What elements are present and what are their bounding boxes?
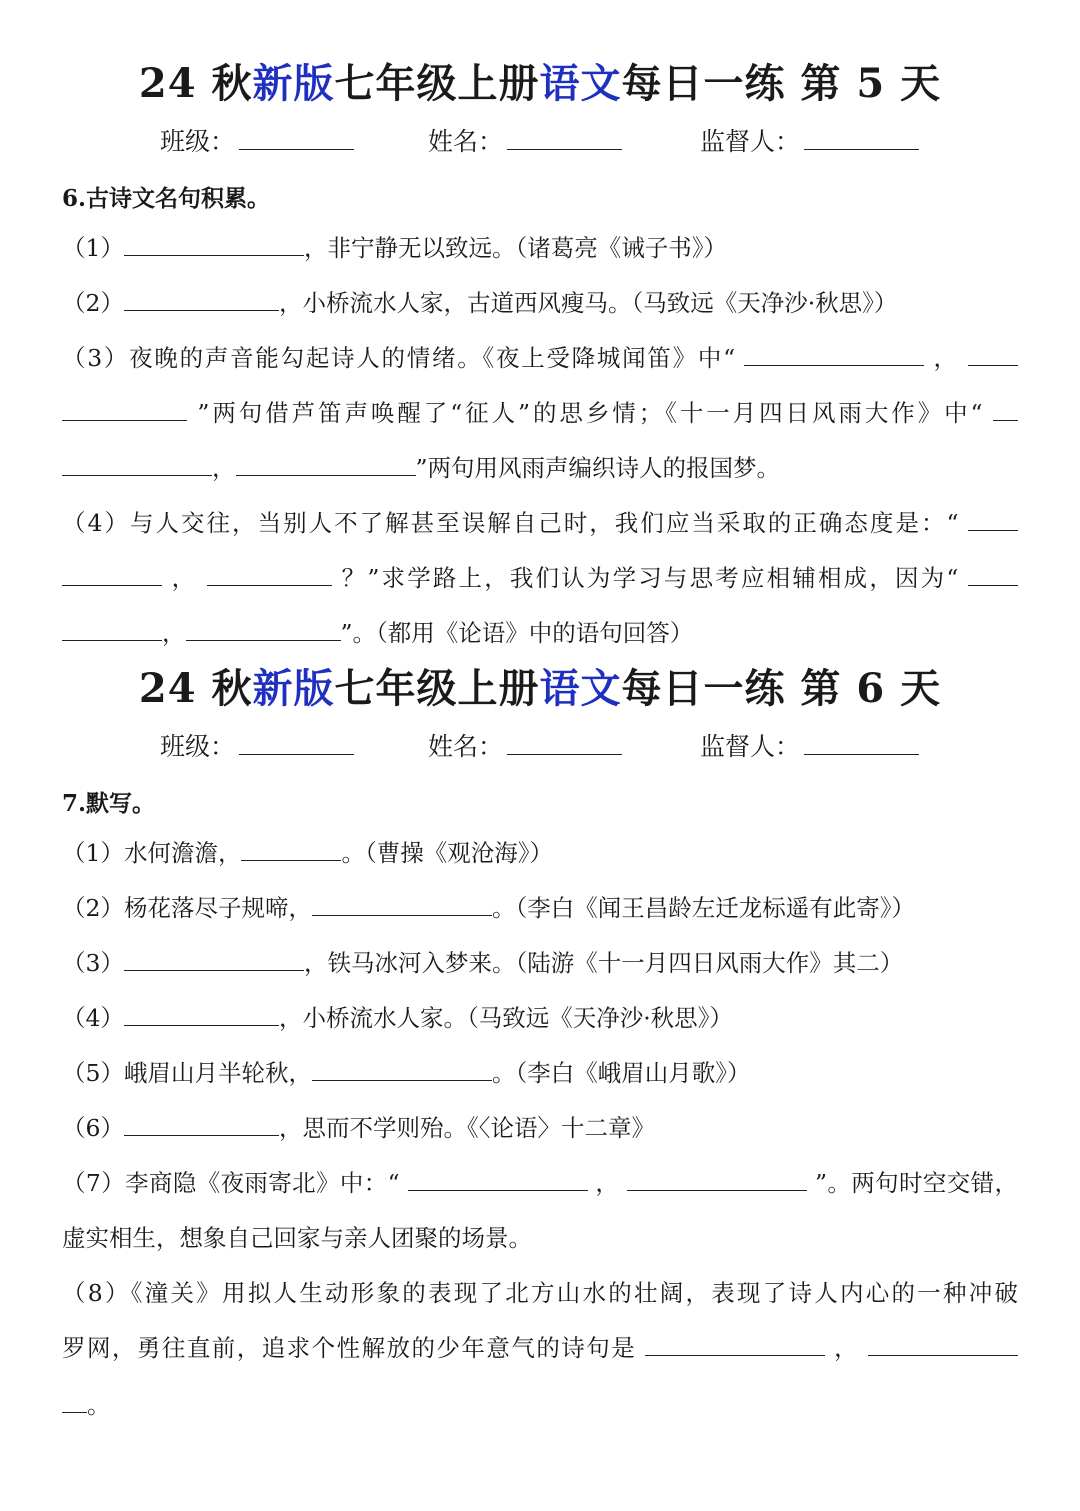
q-number: （4） [62, 1004, 124, 1032]
q-text: ， [834, 1334, 860, 1362]
day5-section-heading: 6.古诗文名句积累。 [62, 185, 271, 212]
day5-question-4-line-2 [62, 561, 1018, 595]
supervisor-blank[interactable] [804, 127, 919, 150]
day6-supervisor-field [700, 727, 919, 763]
q-text: （8）《潼关》用拟人生动形象的表现了北方山水的壮阔，表现了诗人内心的一种冲破 [62, 1279, 1018, 1307]
day6-title-highlight: 语文 [539, 665, 622, 712]
day6-title-part: 24 秋 [138, 665, 253, 712]
day6-title-part: 七年级上册 [334, 665, 540, 712]
day5-title-highlight: 语文 [539, 60, 622, 107]
q-text: ？”求学路上，我们认为学习与思考应相辅相成，因为“ [341, 564, 959, 592]
day6-class-field [160, 727, 354, 763]
answer-blank[interactable] [968, 563, 1018, 586]
answer-blank[interactable] [124, 948, 304, 971]
answer-blank[interactable] [124, 288, 279, 311]
day6-name-field [428, 727, 622, 763]
day6-question-2 [62, 891, 1018, 925]
day6-question-7-line-2 [62, 1221, 1018, 1255]
day5-question-4-line-3 [62, 616, 1018, 650]
answer-blank[interactable] [124, 1003, 279, 1026]
q-text: （3）夜晚的声音能勾起诗人的情绪。《夜上受降城闻笛》中“ [62, 344, 736, 372]
answer-blank[interactable] [312, 893, 492, 916]
q-text: ”。（都用《论语》中的语句回答） [340, 619, 694, 647]
day5-question-3-line-3 [62, 451, 1018, 485]
day6-title [0, 657, 1080, 714]
day6-info-row [0, 727, 1080, 761]
answer-blank[interactable] [62, 1390, 87, 1413]
answer-blank[interactable] [993, 398, 1018, 421]
day5-class-field [160, 122, 354, 158]
day6-section-heading: 7.默写。 [62, 790, 156, 817]
answer-blank[interactable] [124, 233, 304, 256]
q-text: ，思而不学则殆。《〈论语〉十二章》 [278, 1114, 655, 1142]
q-text: ， [162, 619, 186, 647]
q-text: （1）水何澹澹， [62, 839, 242, 867]
name-blank[interactable] [507, 732, 622, 755]
q-number: （1） [62, 234, 124, 262]
q-text: ，小桥流水人家，古道西风瘦马。（马致远《天净沙·秋思》） [278, 289, 898, 317]
answer-blank[interactable] [62, 618, 162, 641]
day5-question-4-line-1 [62, 506, 1018, 540]
q-text: （2）杨花落尽子规啼， [62, 894, 312, 922]
q-text: 。（曹操《观沧海》） [341, 839, 553, 867]
answer-blank[interactable] [627, 1168, 807, 1191]
day5-question-1 [62, 231, 1018, 265]
day6-question-8-line-3 [62, 1388, 1018, 1422]
q-text: ， [595, 1169, 620, 1197]
answer-blank[interactable] [868, 1333, 1018, 1356]
q-number: （3） [62, 949, 124, 977]
q-text: ， [212, 454, 236, 482]
day6-question-1 [62, 836, 1018, 870]
day5-title-highlight: 新版 [252, 60, 335, 107]
answer-blank[interactable] [968, 343, 1018, 366]
answer-blank[interactable] [62, 563, 162, 586]
day6-question-6 [62, 1111, 1018, 1145]
day6-title-part: 每日一练 第 6 天 [621, 665, 942, 712]
q-text: ”两句用风雨声编织诗人的报国梦。 [415, 454, 781, 482]
day6-question-5 [62, 1056, 1018, 1090]
answer-blank[interactable] [236, 453, 416, 476]
day5-question-2 [62, 286, 1018, 320]
answer-blank[interactable] [62, 398, 187, 421]
answer-blank[interactable] [241, 838, 341, 861]
day6-title-highlight: 新版 [252, 665, 335, 712]
day5-supervisor-field [700, 122, 919, 158]
day5-question-3-line-1 [62, 341, 1018, 375]
q-text: ，铁马冰河入梦来。（陆游《十一月四日风雨大作》其二） [303, 949, 904, 977]
answer-blank[interactable] [968, 508, 1018, 531]
class-blank[interactable] [239, 127, 354, 150]
answer-blank[interactable] [124, 1113, 279, 1136]
q-text: ”。两句时空交错， [814, 1169, 1018, 1197]
q-text: （5）峨眉山月半轮秋， [62, 1059, 312, 1087]
q-text: 。（李白《峨眉山月歌》） [491, 1059, 751, 1087]
day5-title-part: 每日一练 第 5 天 [621, 60, 942, 107]
class-label: 班级： [160, 127, 236, 156]
q-text: 。 [87, 1391, 111, 1419]
answer-blank[interactable] [62, 453, 212, 476]
day5-title [0, 52, 1080, 109]
q-text: 罗网，勇往直前，追求个性解放的少年意气的诗句是 [62, 1334, 637, 1362]
day5-title-part: 24 秋 [138, 60, 253, 107]
supervisor-label: 监督人： [700, 732, 801, 761]
answer-blank[interactable] [744, 343, 924, 366]
name-label: 姓名： [428, 127, 504, 156]
answer-blank[interactable] [312, 1058, 492, 1081]
q-text: （7）李商隐《夜雨寄北》中：“ [62, 1169, 400, 1197]
day6-question-4 [62, 1001, 1018, 1035]
day5-info-row [0, 122, 1080, 156]
day6-question-8-line-2 [62, 1331, 1018, 1365]
q-number: （2） [62, 289, 124, 317]
q-text: 。（李白《闻王昌龄左迁龙标遥有此寄》） [491, 894, 915, 922]
q-text: ，非宁静无以致远。（诸葛亮《诫子书》） [303, 234, 727, 262]
q-text: ，小桥流水人家。（马致远《天净沙·秋思》） [278, 1004, 733, 1032]
name-label: 姓名： [428, 732, 504, 761]
answer-blank[interactable] [207, 563, 332, 586]
name-blank[interactable] [507, 127, 622, 150]
class-blank[interactable] [239, 732, 354, 755]
day5-name-field [428, 122, 622, 158]
day5-question-3-line-2 [62, 396, 1018, 430]
q-text: 虚实相生，想象自己回家与亲人团聚的场景。 [62, 1224, 532, 1252]
day5-title-part: 七年级上册 [334, 60, 540, 107]
q-number: （6） [62, 1114, 124, 1142]
answer-blank[interactable] [408, 1168, 588, 1191]
day6-question-7-line-1 [62, 1166, 1018, 1200]
day6-question-8-line-1 [62, 1276, 1018, 1310]
q-text: ， [171, 564, 198, 592]
answer-blank[interactable] [645, 1333, 825, 1356]
day6-question-3 [62, 946, 1018, 980]
answer-blank[interactable] [186, 618, 341, 641]
supervisor-label: 监督人： [700, 127, 801, 156]
q-text: （4）与人交往，当别人不了解甚至误解自己时，我们应当采取的正确态度是：“ [62, 509, 959, 537]
class-label: 班级： [160, 732, 236, 761]
q-text: ， [933, 344, 959, 372]
supervisor-blank[interactable] [804, 732, 919, 755]
q-text: ”两句借芦笛声唤醒了“征人”的思乡情；《十一月四日风雨大作》中“ [197, 399, 983, 427]
